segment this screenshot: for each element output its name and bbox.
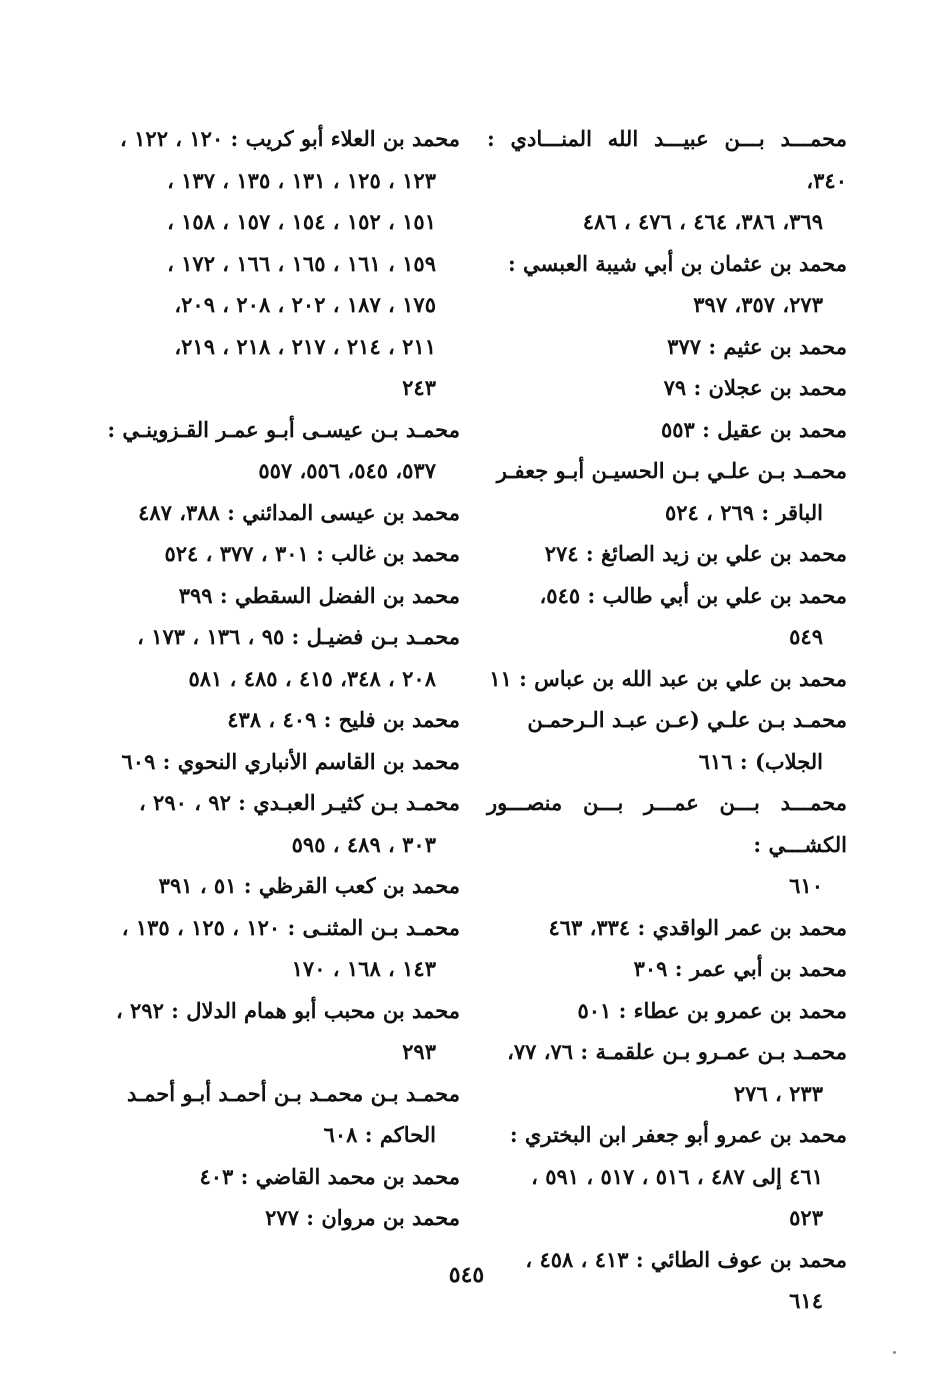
index-entry — [100, 699, 460, 741]
index-entry — [487, 782, 847, 907]
index-entry — [487, 699, 847, 782]
index-entry — [100, 492, 460, 534]
index-entry — [100, 907, 460, 990]
entry-continuation-line: ٢٧٣، ٣٥٧، ٣٩٧ — [693, 292, 823, 317]
index-entry — [487, 990, 847, 1032]
entry-continuation-line: ٤٦١ إلى ٤٨٧ ، ٥١٦ ، ٥١٧ ، ٥٩١ ، — [531, 1163, 823, 1189]
entry-heading-line: محمد بن علي بن زيد الصائغ : ٢٧٤ — [544, 541, 847, 566]
entry-heading-line: محمد بن أبي عمر : ٣٠٩ — [633, 956, 847, 981]
entry-heading-line: محمد بن عيسى المدائني : ٣٨٨، ٤٨٧ — [138, 499, 460, 525]
entry-heading-line: محمد بن عثيم : ٣٧٧ — [667, 333, 847, 359]
entry-continuation-line: ١٧٥ ، ١٨٧ ، ٢٠٢ ، ٢٠٨ ، ٢٠٩، — [174, 292, 436, 317]
entry-continuation-line: ٢٤٣ — [402, 375, 436, 400]
entry-heading-line: محمد بن عجلان : ٧٩ — [663, 375, 847, 400]
index-column-left — [100, 118, 460, 1239]
entry-heading-line: محمـد بـن محمـد بـن أحمـد أبـو أحمـد — [126, 1080, 460, 1106]
index-entry — [487, 575, 847, 658]
index-entry — [487, 1114, 847, 1239]
entry-continuation-line: ٢١١ ، ٢١٤ ، ٢١٧ ، ٢١٨ ، ٢١٩، — [174, 333, 436, 359]
index-entry — [100, 741, 460, 783]
entry-heading-line: محمد بن مروان : ٢٧٧ — [265, 1205, 460, 1230]
entry-heading-line: محمد بن عمرو أبو جعفر ابن البختري : — [509, 1122, 847, 1147]
index-entry — [100, 575, 460, 617]
index-entry — [100, 990, 460, 1073]
entry-heading-line: محمد بن عثمان بن أبي شيبة العبسي : — [507, 250, 847, 276]
index-entry — [487, 243, 847, 326]
entry-continuation-line: ١٥٩ ، ١٦١ ، ١٦٥ ، ١٦٦ ، ١٧٢ ، — [167, 250, 436, 276]
entry-heading-line: محمد بن الفضل السقطي : ٣٩٩ — [178, 582, 460, 608]
index-entry — [100, 1156, 460, 1198]
entry-continuation-line: ٦١٠ — [789, 873, 823, 898]
entry-heading-line: محمد بن محمد القاضي : ٤٠٣ — [199, 1163, 460, 1189]
entry-heading-line: محمد بن علي بن عبد الله بن عباس : ١١ — [489, 665, 847, 691]
index-entry — [487, 409, 847, 451]
entry-heading-line: محمد بن كعب القرظي : ٥١ ، ٣٩١ — [158, 873, 460, 898]
entry-heading-line: محمـد بـن عمـرو بـن علقمـة : ٧٦، ٧٧، — [507, 1039, 847, 1064]
index-entry — [487, 533, 847, 575]
index-entry — [487, 450, 847, 533]
entry-heading-line: محمد بن غالب : ٣٠١ ، ٣٧٧ ، ٥٢٤ — [164, 541, 460, 566]
entry-continuation-line: الحاكم : ٦٠٨ — [323, 1122, 436, 1147]
index-entry — [487, 907, 847, 949]
entry-heading-line: محمـــد بـــن عبيـــد الله المنـــادي : ٣٤٠، — [487, 126, 847, 193]
entry-heading-line: محمـد بـن عيسـى أبـو عمـر القـزوينـي : — [107, 416, 460, 442]
entry-continuation-line: ١٤٣ ، ١٦٨ ، ١٧٠ — [291, 956, 436, 981]
index-entry — [487, 367, 847, 409]
entry-heading-line: محمد بن القاسم الأنباري النحوي : ٦٠٩ — [121, 748, 460, 774]
entry-heading-line: محمد بن عمرو بن عطاء : ٥٠١ — [577, 997, 847, 1023]
index-entry — [487, 1031, 847, 1114]
index-entry — [487, 658, 847, 700]
entry-heading-line: محمـد بـن فضيـل : ٩٥ ، ١٣٦ ، ١٧٣ ، — [137, 624, 460, 649]
entry-continuation-line: ٦١٤ — [789, 1288, 823, 1313]
entry-heading-line: محمد بن عمر الواقدي : ٣٣٤، ٤٦٣ — [548, 914, 847, 940]
entry-continuation-line: ٥٢٣ — [789, 1205, 823, 1230]
entry-continuation-line: الجلاب) : ٦١٦ — [698, 748, 823, 774]
index-entry — [487, 118, 847, 243]
index-entry — [100, 1073, 460, 1156]
entry-heading-line: محمد بن علي بن أبي طالب : ٥٤٥، — [539, 582, 847, 608]
index-entry — [100, 1197, 460, 1239]
index-entry — [100, 409, 460, 492]
entry-continuation-line: ٢٣٣ ، ٢٧٦ — [733, 1080, 823, 1106]
index-column-right — [487, 118, 847, 1322]
entry-continuation-line: ١٢٣ ، ١٢٥ ، ١٣١ ، ١٣٥ ، ١٣٧ ، — [167, 167, 436, 193]
entry-continuation-line: ٥٣٧، ٥٤٥، ٥٥٦، ٥٥٧ — [258, 458, 436, 483]
entry-heading-line: محمـد بـن علـي بـن الحسيـن أبـو جعفـر — [496, 458, 847, 483]
scan-speck — [893, 1351, 896, 1354]
entry-continuation-line: ٢٩٣ — [402, 1039, 436, 1064]
entry-continuation-line: ٥٤٩ — [789, 624, 823, 649]
entry-continuation-line: ١٥١ ، ١٥٢ ، ١٥٤ ، ١٥٧ ، ١٥٨ ، — [167, 209, 436, 234]
index-entry — [100, 533, 460, 575]
entry-continuation-line: ٢٠٨ ، ٣٤٨، ٤١٥ ، ٤٨٥ ، ٥٨١ — [188, 665, 436, 691]
entry-continuation-line: الباقر : ٢٦٩ ، ٥٢٤ — [664, 499, 823, 525]
entry-heading-line: محمـد بـن المثنـى : ١٢٠ ، ١٢٥ ، ١٣٥ ، — [121, 914, 460, 940]
entry-heading-line: محمـد بـن علـي (عـن عبـد الـرحمـن — [527, 707, 847, 732]
index-entry — [487, 326, 847, 368]
entry-heading-line: محمد بن عوف الطائي : ٤١٣ ، ٤٥٨ ، — [525, 1246, 847, 1272]
index-entry — [100, 616, 460, 699]
index-entry — [100, 118, 460, 409]
index-entry — [100, 865, 460, 907]
entry-continuation-line: ٣٠٣ ، ٤٨٩ ، ٥٩٥ — [291, 831, 436, 857]
entry-heading-line: محمد بن فليح : ٤٠٩ ، ٤٣٨ — [227, 707, 460, 732]
page-number: ٥٤٥ — [448, 1262, 485, 1288]
entry-heading-line: محمد بن عقيل : ٥٥٣ — [660, 416, 847, 442]
entry-continuation-line: ٣٦٩، ٣٨٦، ٤٦٤ ، ٤٧٦ ، ٤٨٦ — [582, 209, 823, 234]
entry-heading-line: محمـد بـن كثيـر العبـدي : ٩٢ ، ٢٩٠ ، — [138, 790, 460, 815]
entry-heading-line: محمد بن العلاء أبو كريب : ١٢٠ ، ١٢٢ ، — [120, 126, 460, 151]
index-entry — [487, 948, 847, 990]
entry-heading-line: محمـــد بـــن عمـــر بـــن منصـــور الكشـــي : — [487, 790, 847, 857]
entry-heading-line: محمد بن محبب أبو همام الدلال : ٢٩٢ ، — [115, 997, 460, 1023]
index-entry — [100, 782, 460, 865]
